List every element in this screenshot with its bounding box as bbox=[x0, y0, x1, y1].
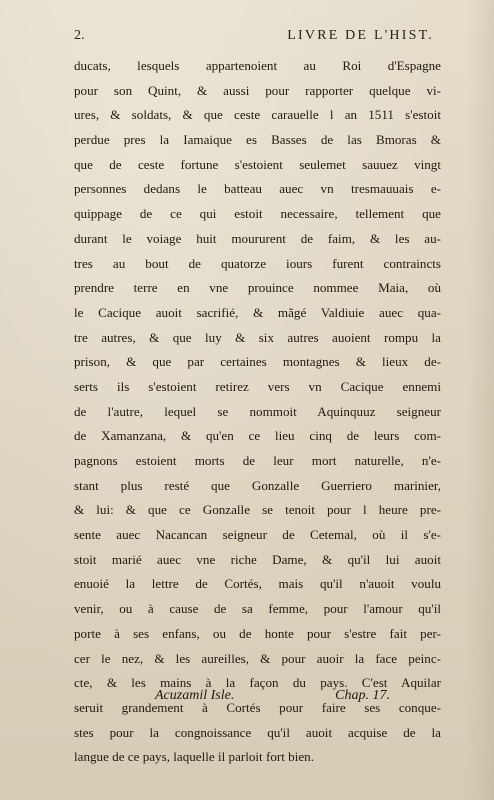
text-line: prendre terre en vne prouince nommee Maia, où bbox=[74, 280, 441, 296]
body-text bbox=[74, 54, 441, 770]
running-head-title: LIVRE DE L'HIST. bbox=[287, 28, 434, 43]
text-line: stes pour la congnoissance qu'il auoit acquise de la bbox=[74, 724, 441, 740]
text-line: seruit grandement à Cortés pour faire ses conque- bbox=[74, 699, 441, 715]
text-line: prison, & que par certaines montagnes & lieux de- bbox=[74, 354, 441, 370]
text-line: venir, ou à cause de sa femme, pour l'amour qu'il bbox=[74, 601, 441, 617]
text-line: perdue pres la Iamaique es Basses de las Bmoras & bbox=[74, 132, 441, 148]
text-line: stant plus resté que Gonzalle Guerriero marinier, bbox=[74, 477, 441, 493]
text-line: tres au bout de quatorze iours furent contraincts bbox=[74, 255, 441, 271]
text-line: ures, & soldats, & que ceste carauelle l an 1511 s'estoit bbox=[74, 107, 441, 123]
text-line: de Xamanzana, & qu'en ce lieu cinq de leurs com- bbox=[74, 428, 441, 444]
text-line: cer le nez, & les aureilles, & pour auoir la face peinc- bbox=[74, 650, 441, 666]
text-line: & lui: & que ce Gonzalle se tenoit pour l heure pre- bbox=[74, 502, 441, 518]
text-line: de l'autre, lequel se nommoit Aquinquuz seigneur bbox=[74, 403, 441, 419]
text-line: cte, & les mains à la façon du pays. C'est Aquilar bbox=[74, 675, 441, 691]
text-line: pour son Quint, & aussi pour rapporter quelque vi- bbox=[74, 82, 441, 98]
catchword: Acuzamil Isle. bbox=[155, 688, 235, 703]
text-line: serts ils s'estoient retirez vers vn Cacique ennemi bbox=[74, 378, 441, 394]
text-line: stoit marié auec vne riche Dame, & qu'il lui auoit bbox=[74, 551, 441, 567]
chapter-label: Chap. 17. bbox=[335, 688, 390, 703]
text-line: quippage de ce qui estoit necessaire, tellement que bbox=[74, 206, 441, 222]
running-head bbox=[74, 28, 434, 44]
text-line: porte à ses enfans, ou de honte pour s'estre fait per- bbox=[74, 625, 441, 641]
text-line: le Cacique auoit sacrifié, & mãgé Valdiuie auec qua- bbox=[74, 304, 441, 320]
text-line: tre autres, & que luy & six autres auoient rompu la bbox=[74, 329, 441, 345]
text-line: pagnons estoient morts de leur mort naturelle, n'e- bbox=[74, 453, 441, 468]
text-line: langue de ce pays, laquelle il parloit fort bien. bbox=[74, 749, 314, 765]
text-line: personnes dedans le batteau auec vn tresmauuais e- bbox=[74, 181, 441, 197]
text-line: ducats, lesquels appartenoient au Roi d'Espagne bbox=[74, 58, 441, 73]
page-number: 2. bbox=[74, 28, 85, 43]
text-line: que de ceste fortune s'estoient seulemet sauuez vingt bbox=[74, 156, 441, 172]
text-line: enuoié la lettre de Cortés, mais qu'il n'auoit voulu bbox=[74, 576, 441, 592]
text-line: durant le voiage huit moururent de faim, & les au- bbox=[74, 230, 441, 246]
page-footer bbox=[155, 688, 390, 704]
text-line: sente auec Nacancan seigneur de Cetemal, où il s'e- bbox=[74, 527, 441, 543]
